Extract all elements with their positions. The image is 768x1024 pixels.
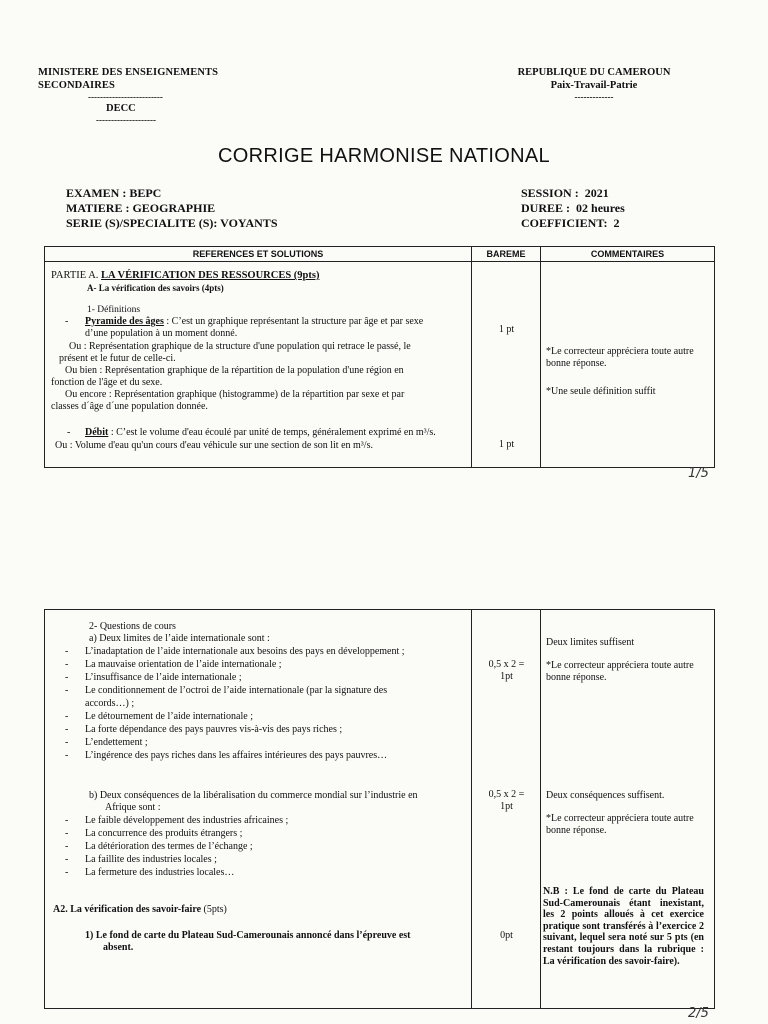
- bareme-value: 1 pt: [498, 439, 515, 450]
- questions-heading: 2- Questions de cours: [89, 621, 176, 632]
- comment-text: Deux limites suffisent: [546, 637, 635, 648]
- question-b-cont: Afrique sont :: [105, 802, 161, 813]
- list-item: La faillite des industries locales ;: [85, 854, 217, 865]
- question-b: b) Deux conséquences de la libéralisation du commerce mondial sur l’industrie en: [89, 790, 418, 801]
- bullet-dash: -: [65, 711, 69, 722]
- pyramide-definition-cont: d’une population à un moment donné.: [85, 328, 238, 339]
- bareme-cell: [472, 610, 541, 1009]
- definition-alt-3-cont: classes d´âge d´une population donnée.: [51, 401, 208, 412]
- section-savoirs: A- La vérification des savoirs (4pts): [87, 283, 224, 293]
- partie-prefix: PARTIE A.: [51, 270, 102, 281]
- pyramide-definition: [85, 316, 423, 328]
- bullet-dash: -: [65, 737, 69, 748]
- list-item: La détérioration des termes de l’échange ;: [85, 841, 253, 852]
- bareme-value: 0,5 x 2 =: [488, 789, 525, 800]
- republic-name: REPUBLIQUE DU CAMEROUN: [517, 67, 671, 78]
- ministry-name: MINISTERE DES ENSEIGNEMENTS SECONDAIRES: [38, 67, 219, 91]
- debit-term: Débit: [85, 427, 109, 438]
- pyramide-term: Pyramide des âges: [85, 316, 164, 327]
- a2-heading: [53, 904, 227, 916]
- list-item: Le faible développement des industries africaines ;: [85, 815, 289, 826]
- office-name: DECC: [106, 103, 136, 114]
- session-value: 2021: [584, 186, 609, 200]
- coefficient-label: COEFFICIENT:: [521, 216, 608, 230]
- table-row: [45, 610, 715, 1009]
- debit-definition: [85, 427, 436, 439]
- comments-cell: [541, 262, 715, 468]
- definition-alt-3: Ou encore : Représentation graphique (histogramme) de la répartition par sexe et par: [65, 389, 405, 400]
- list-item: L’inadaptation de l’aide internationale aux besoins des pays en développement ;: [85, 646, 405, 657]
- list-item: Le conditionnement de l’octroi de l’aide internationale (par la signature des: [85, 685, 388, 696]
- list-item: L’ingérence des pays riches dans les affaires intérieures des pays pauvres…: [85, 750, 388, 761]
- answer-table-page-1: [44, 246, 715, 468]
- definition-alt-2-cont: fonction de l'âge et du sexe.: [51, 377, 163, 388]
- duration-label: DUREE :: [521, 201, 571, 215]
- a2-points: (5pts): [201, 904, 227, 915]
- comments-cell: [541, 610, 715, 1009]
- bullet-dash: -: [65, 867, 69, 878]
- debit-alt: Ou : Volume d'eau qu'un cours d'eau véhicule sur une section de son lit en m³/s.: [55, 440, 373, 451]
- session-info: [521, 186, 625, 231]
- list-item: La forte dépendance des pays pauvres vis-à-vis des pays riches ;: [85, 724, 343, 735]
- a2-question: 1) Le fond de carte du Plateau Sud-Camerounais annoncé dans l’épreuve est: [85, 930, 411, 941]
- definitions-heading: 1- Définitions: [87, 305, 141, 315]
- bullet-dash: -: [65, 854, 69, 865]
- bullet-dash: -: [65, 815, 69, 826]
- coefficient-value: 2: [613, 216, 620, 230]
- list-item: L’insuffisance de l’aide internationale ;: [85, 672, 242, 683]
- bullet-dash: -: [65, 828, 69, 839]
- table-header-row: [45, 247, 715, 262]
- comment-text: *Le correcteur appréciera toute autre bonne réponse.: [546, 660, 694, 683]
- bullet-dash: -: [65, 646, 69, 657]
- list-item: La concurrence des produits étrangers ;: [85, 828, 243, 839]
- table-row: [45, 262, 715, 468]
- header-commentaires: COMMENTAIRES: [541, 247, 715, 262]
- answer-table-page-2: [44, 609, 715, 1009]
- republic-motto: Paix-Travail-Patrie: [550, 80, 638, 91]
- ministry-divider: -------------------------: [88, 92, 163, 102]
- list-item: La mauvaise orientation de l’aide internationale ;: [85, 659, 282, 670]
- a2-question-cont: absent.: [103, 942, 134, 953]
- bullet-dash: -: [65, 841, 69, 852]
- exam-subject: MATIERE : GEOGRAPHIE: [66, 201, 216, 215]
- partie-heading: [51, 270, 319, 282]
- definition-alt-1-cont: présent et le futur de celle-ci.: [59, 353, 176, 364]
- bullet-dash: -: [65, 724, 69, 735]
- question-a: a) Deux limites de l’aide internationale sont :: [89, 633, 270, 644]
- session-label: SESSION :: [521, 186, 579, 200]
- header-bareme: BAREME: [472, 247, 541, 262]
- comment-text: *Le correcteur appréciera toute autre bonne réponse.: [546, 813, 694, 836]
- exam-series: SERIE (S)/SPECIALITE (S): VOYANTS: [66, 216, 278, 230]
- definition-alt-1: Ou : Représentation graphique de la structure d'une population qui retrace le passé, le: [69, 341, 411, 352]
- list-item: L’endettement ;: [85, 737, 148, 748]
- header-references: REFERENCES ET SOLUTIONS: [45, 247, 472, 262]
- office-divider: --------------------: [96, 115, 156, 125]
- bareme-value: 0,5 x 2 =: [488, 659, 525, 670]
- exam-name: EXAMEN : BEPC: [66, 186, 162, 200]
- debit-text: : C’est le volume d'eau écoulé par unité de temps, généralement exprimé en m³/s.: [108, 427, 436, 438]
- bullet-dash: -: [67, 427, 71, 438]
- comment-text: Deux conséquences suffisent.: [546, 790, 665, 801]
- republic-block: [514, 66, 674, 102]
- ministry-block: [38, 66, 288, 125]
- bullet-dash: -: [65, 750, 69, 761]
- pyramide-text: : C’est un graphique représentant la structure par âge et par sexe: [163, 316, 424, 327]
- bareme-value: 1pt: [500, 671, 513, 682]
- comment-text: *Le correcteur appréciera toute autre bonne réponse.: [546, 346, 694, 369]
- page-number: 2/5: [688, 1006, 709, 1021]
- a2-title: A2. La vérification des savoir-faire: [53, 904, 202, 915]
- motto-divider: -------------: [574, 92, 614, 102]
- bareme-value: 1pt: [500, 801, 513, 812]
- duration-value: 02 heures: [576, 201, 625, 215]
- bullet-dash: -: [65, 672, 69, 683]
- list-item: La fermeture des industries locales…: [85, 867, 235, 878]
- bareme-cell: [472, 262, 541, 468]
- bareme-value: 1 pt: [498, 324, 515, 335]
- nb-note: N.B : Le fond de carte du Plateau Sud-Camerounais étant inexistant, les 2 points alloués à cet exercice pratique sont transférés à l’exercice 2 suivant, lequel sera noté sur 5 pts (en restant toujours dans la rubrique : La vérification des savoir-faire).: [543, 886, 704, 967]
- page-number: 1/5: [688, 466, 709, 481]
- bullet-dash: -: [65, 316, 69, 327]
- definition-alt-2: Ou bien : Représentation graphique de la répartition de la population d'une région en: [65, 365, 404, 376]
- exam-info: [66, 186, 278, 231]
- page-title: CORRIGE HARMONISE NATIONAL: [218, 145, 550, 167]
- comment-text: *Une seule définition suffit: [546, 386, 656, 397]
- list-item: Le détournement de l’aide internationale ;: [85, 711, 253, 722]
- bullet-dash: -: [65, 659, 69, 670]
- list-item-cont: accords…) ;: [85, 698, 135, 709]
- partie-title: LA VÉRIFICATION DES RESSOURCES (9pts): [101, 270, 320, 281]
- bullet-dash: -: [65, 685, 69, 696]
- solutions-cell: [45, 262, 472, 468]
- bareme-value: 0pt: [500, 930, 513, 941]
- solutions-cell: [45, 610, 472, 1009]
